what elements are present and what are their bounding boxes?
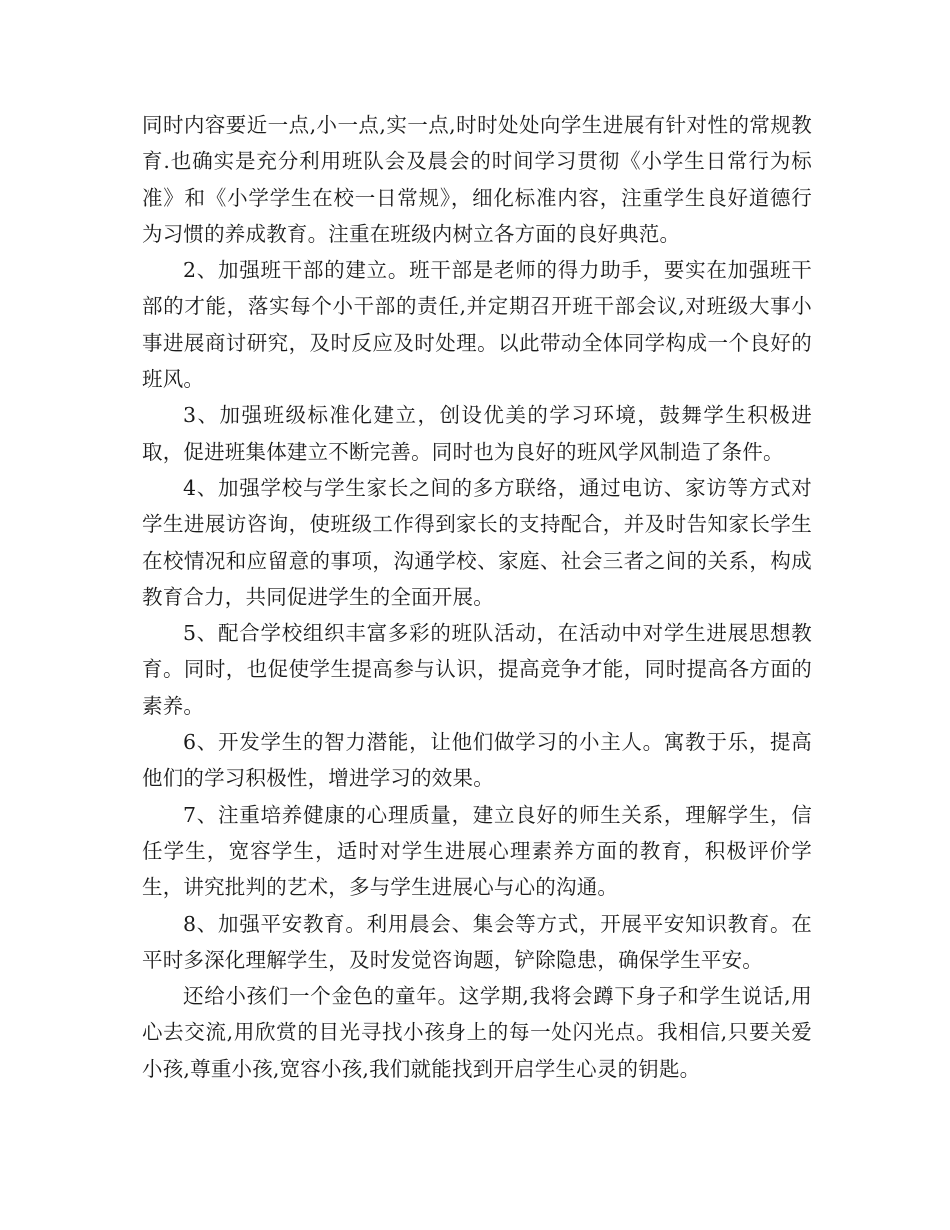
paragraph-closing: 还给小孩们一个金色的童年。这学期,我将会蹲下身子和学生说话,用心去交流,用欣赏的目光寻找小孩身上的每一处闪光点。我相信,只要关爱小孩,尊重小孩,宽容小孩,我们就能找到开启学生心灵的钥匙。	[142, 984, 812, 1081]
paragraph-item-7: 7、注重培养健康的心理质量，建立良好的师生关系，理解学生，信任学生，宽容学生，适时对学生进展心理素养方面的教育，积极评价学生，讲究批判的艺术，多与学生进展心与心的沟通。	[142, 802, 812, 900]
paragraph-item-6: 6、开发学生的智力潜能，让他们做学习的小主人。寓教于乐，提高他们的学习积极性，增进学习的效果。	[142, 730, 812, 791]
paragraph-continuation: 同时内容要近一点,小一点,实一点,时时处处向学生进展有针对性的常规教育.也确实是充分利用班队会及晨会的时间学习贯彻《小学生日常行为标准》和《小学学生在校一日常规》，细化标准内容，注重学生良好道德行为习惯的养成教育。注重在班级内树立各方面的良好典范。	[142, 113, 812, 246]
paragraph-item-8: 8、加强平安教育。利用晨会、集会等方式，开展平安知识教育。在平时多深化理解学生，及时发觉咨询题，铲除隐患，确保学生平安。	[142, 911, 812, 972]
paragraph-item-3: 3、加强班级标准化建立，创设优美的学习环境，鼓舞学生积极进取，促进班集体建立不断完善。同时也为良好的班风学风制造了条件。	[142, 403, 812, 464]
document-body	[142, 107, 812, 1087]
paragraph-item-5: 5、配合学校组织丰富多彩的班队活动，在活动中对学生进展思想教育。同时，也促使学生提高参与认识，提高竞争才能，同时提高各方面的素养。	[142, 621, 812, 718]
paragraph-item-4: 4、加强学校与学生家长之间的多方联络，通过电访、家访等方式对学生进展访咨询，使班级工作得到家长的支持配合，并及时告知家长学生在校情况和应留意的事项，沟通学校、家庭、社会三者之间的关系，构成教育合力，共同促进学生的全面开展。	[142, 475, 812, 609]
paragraph-item-2: 2、加强班干部的建立。班干部是老师的得力助手，要实在加强班干部的才能，落实每个小干部的责任,并定期召开班干部会议,对班级大事小事进展商讨研究，及时反应及时处理。以此带动全体同学构成一个良好的班风。	[142, 258, 812, 392]
